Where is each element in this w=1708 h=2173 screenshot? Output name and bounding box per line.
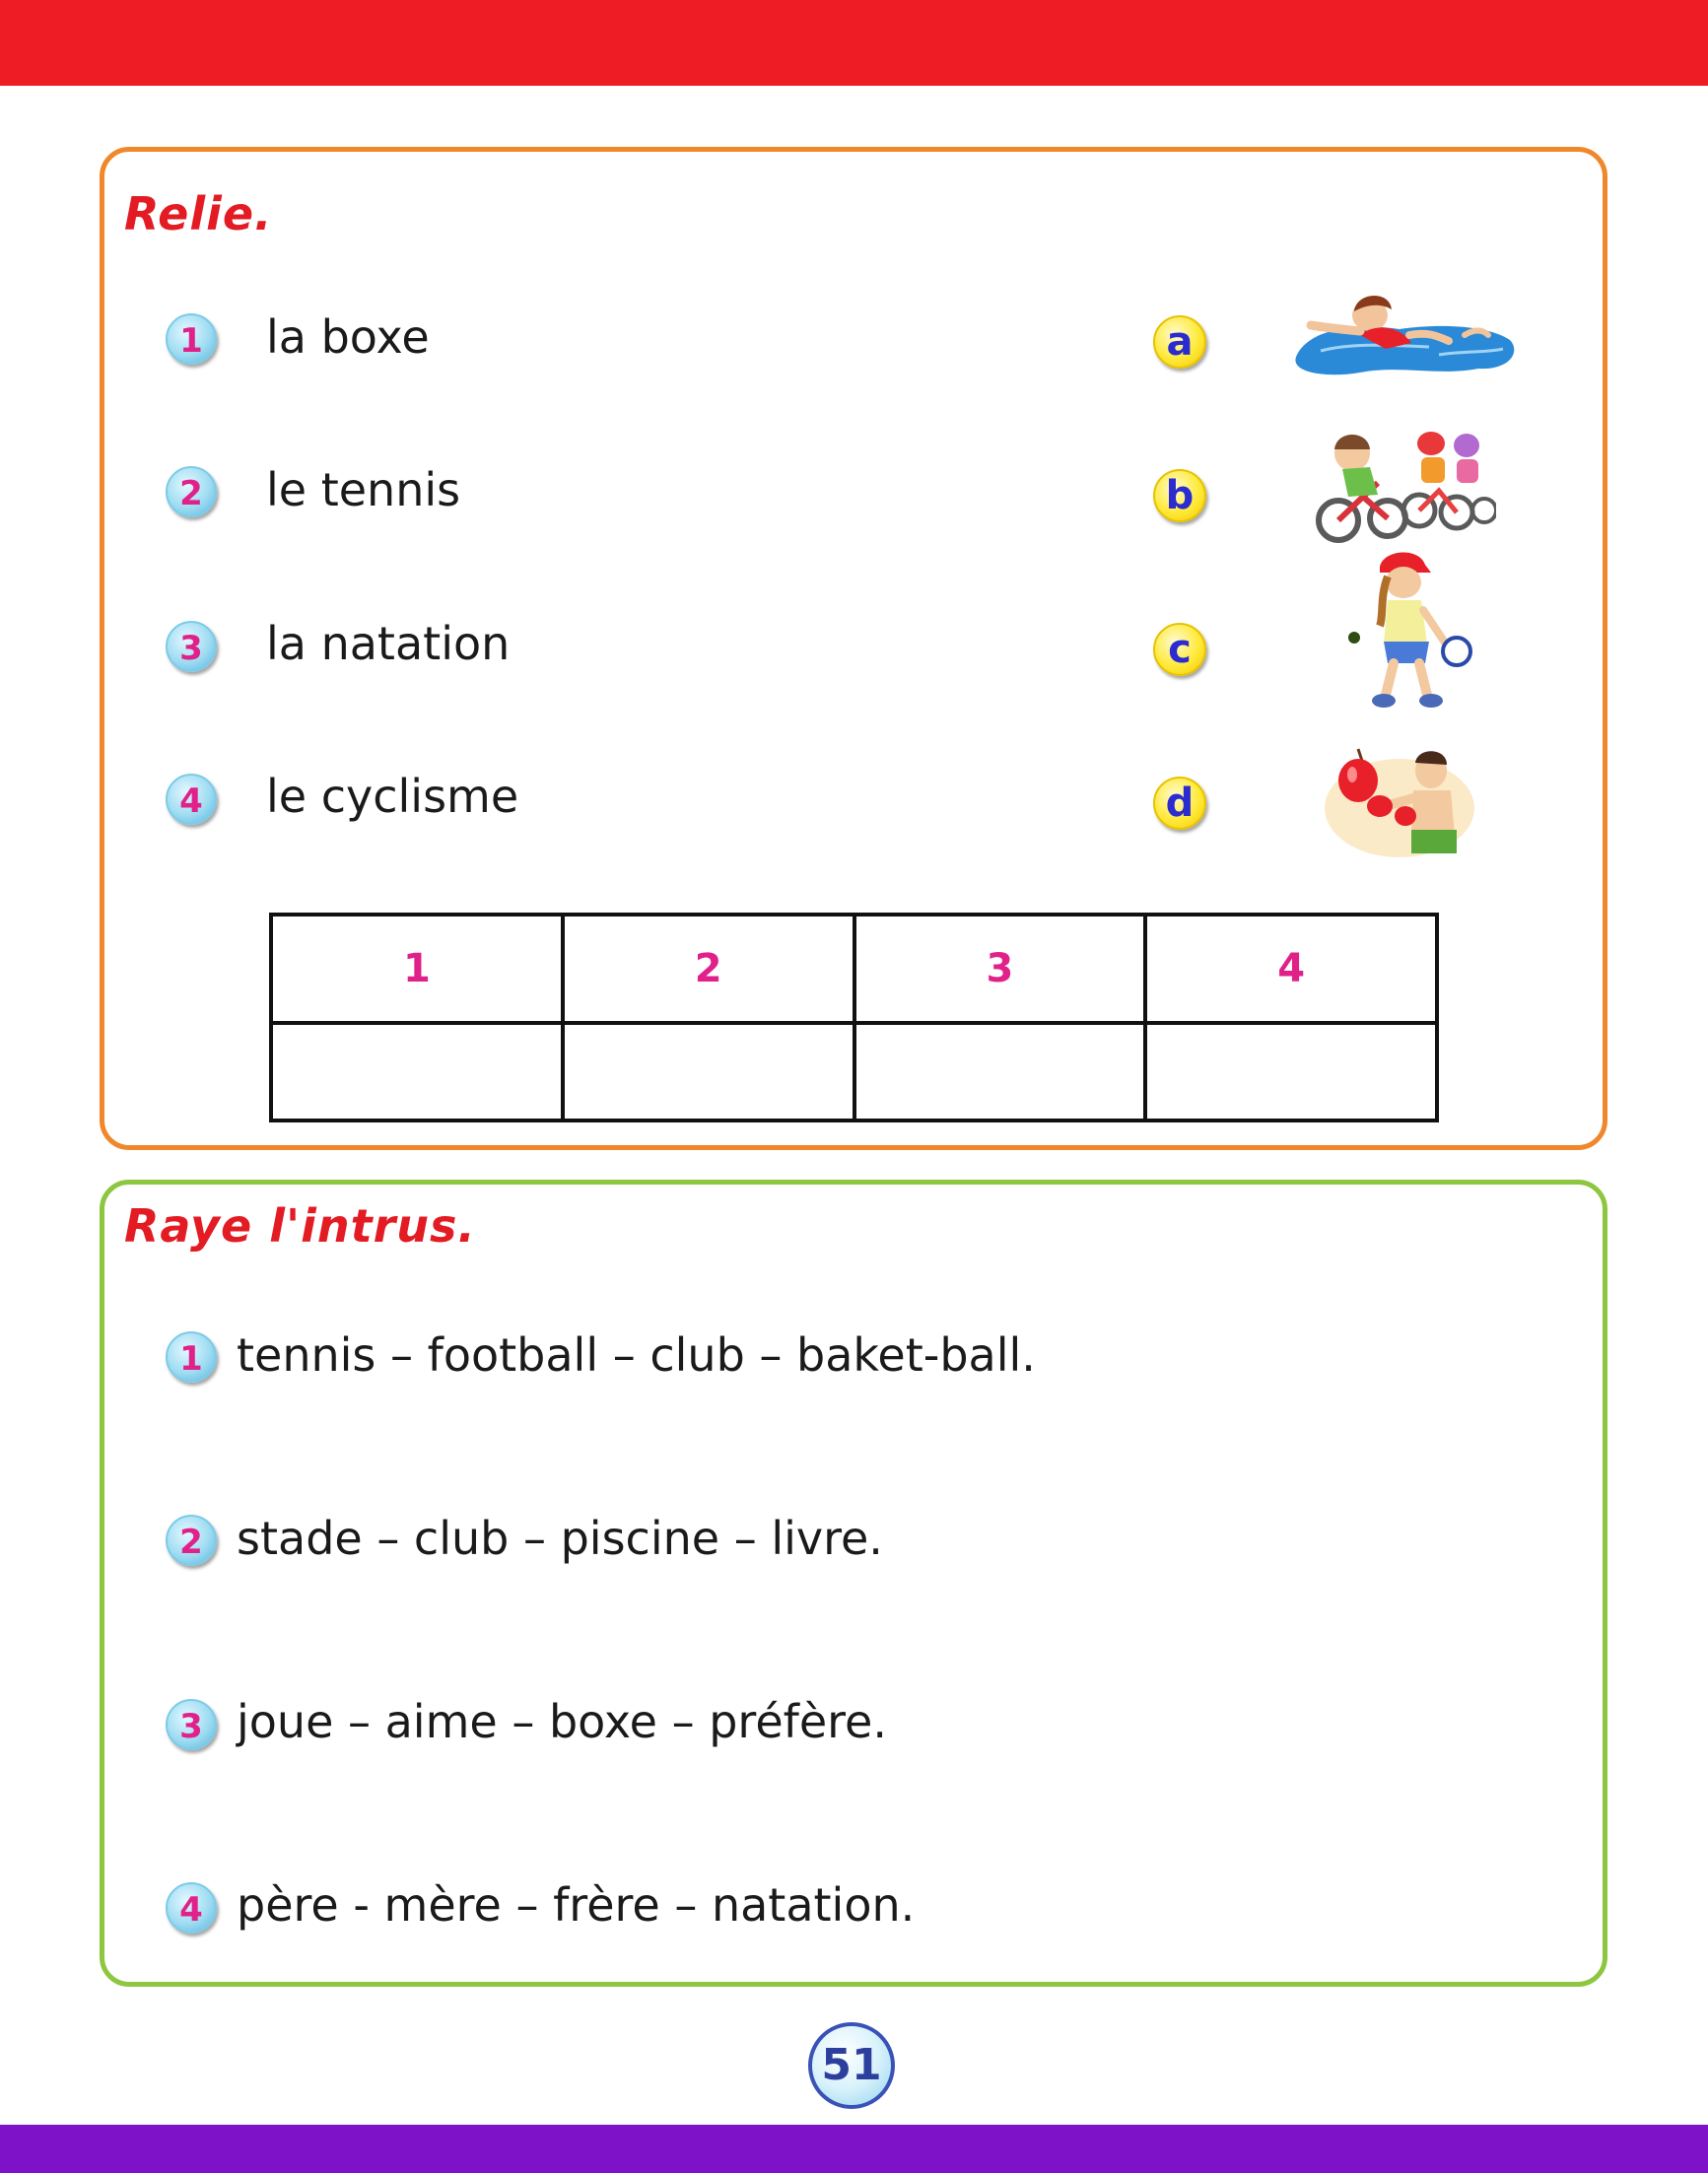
relie-item-2: le tennis xyxy=(266,463,461,516)
relie-title: Relie. xyxy=(124,187,273,240)
picture-letter-a: a xyxy=(1153,315,1206,369)
answer-header-3: 3 xyxy=(854,915,1146,1023)
relie-number-2: 2 xyxy=(166,466,217,517)
raye-number-1: 1 xyxy=(166,1331,217,1383)
raye-item-2: stade – club – piscine – livre. xyxy=(237,1512,883,1565)
page-number: 51 xyxy=(808,2022,895,2109)
answer-header-1: 1 xyxy=(271,915,563,1023)
relie-item-3: la natation xyxy=(266,617,511,670)
top-color-bar xyxy=(0,0,1708,86)
answer-table-input-row xyxy=(271,1023,1437,1120)
raye-item-4: père - mère – frère – natation. xyxy=(237,1878,916,1932)
answer-header-2: 2 xyxy=(563,915,854,1023)
raye-number-4: 4 xyxy=(166,1882,217,1934)
tennis-player-icon xyxy=(1340,547,1478,714)
answer-cell-2[interactable] xyxy=(563,1023,854,1120)
bottom-color-bar xyxy=(0,2125,1708,2173)
raye-number-2: 2 xyxy=(166,1515,217,1566)
answer-cell-3[interactable] xyxy=(854,1023,1146,1120)
picture-letter-c: c xyxy=(1153,623,1206,676)
answer-cell-4[interactable] xyxy=(1145,1023,1437,1120)
raye-item-1: tennis – football – club – baket-ball. xyxy=(237,1328,1036,1382)
relie-item-1: la boxe xyxy=(266,310,430,364)
relie-item-4: le cyclisme xyxy=(266,770,519,823)
relie-number-3: 3 xyxy=(166,621,217,672)
swimmer-icon xyxy=(1291,286,1520,384)
raye-panel xyxy=(100,1180,1607,1987)
answer-cell-1[interactable] xyxy=(271,1023,563,1120)
boxer-icon xyxy=(1323,741,1476,861)
picture-letter-d: d xyxy=(1153,777,1206,830)
picture-letter-b: b xyxy=(1153,469,1206,522)
relie-number-1: 1 xyxy=(166,313,217,365)
answer-table-header-row xyxy=(271,915,1437,1023)
answer-table xyxy=(269,913,1439,1122)
raye-title: Raye l'intrus. xyxy=(124,1199,476,1253)
raye-item-3: joue – aime – boxe – préfère. xyxy=(237,1695,887,1748)
cyclists-icon xyxy=(1309,424,1496,546)
answer-header-4: 4 xyxy=(1145,915,1437,1023)
raye-number-3: 3 xyxy=(166,1699,217,1750)
relie-number-4: 4 xyxy=(166,774,217,825)
